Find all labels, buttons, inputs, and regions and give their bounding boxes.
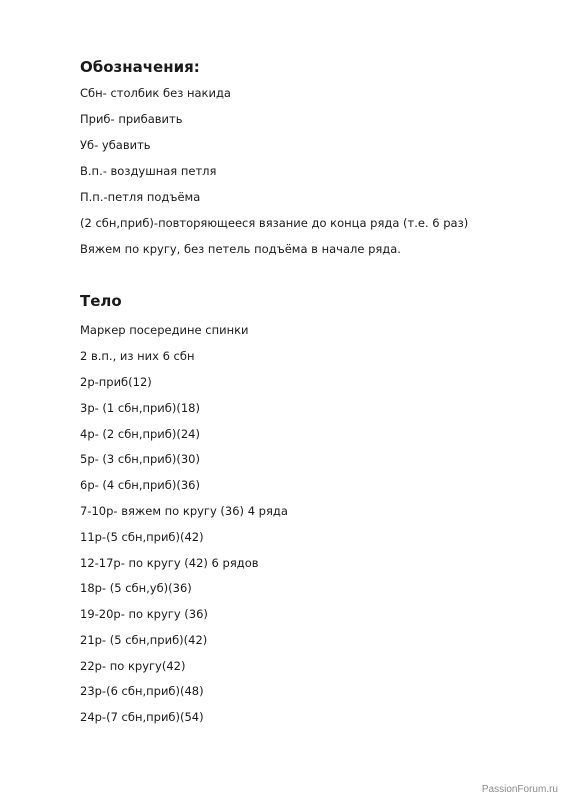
body-section-heading: Тело <box>80 292 122 310</box>
pattern-line: 4р- (2 сбн,приб)(24) <box>80 427 200 441</box>
pattern-line: 2р-приб(12) <box>80 375 152 389</box>
legend-line: Сбн- столбик без накида <box>80 86 231 100</box>
pattern-line: 7-10р- вяжем по кругу (36) 4 ряда <box>80 504 288 518</box>
legend-line: В.п.- воздушная петля <box>80 164 217 178</box>
legend-line: Приб- прибавить <box>80 112 183 126</box>
pattern-line: 24р-(7 сбн,приб)(54) <box>80 710 204 724</box>
pattern-line: 21р- (5 сбн,приб)(42) <box>80 633 208 647</box>
pattern-line: 18р- (5 сбн,уб)(36) <box>80 581 192 595</box>
pattern-line: Маркер посередине спинки <box>80 323 249 337</box>
pattern-line: 3р- (1 сбн,приб)(18) <box>80 401 200 415</box>
pattern-line: 19-20р- по кругу (36) <box>80 607 208 621</box>
pattern-line: 23р-(6 сбн,приб)(48) <box>80 684 204 698</box>
legend-line: Вяжем по кругу, без петель подъёма в начале ряда. <box>80 242 401 256</box>
pattern-line: 11р-(5 сбн,приб)(42) <box>80 530 204 544</box>
legend-line: Уб- убавить <box>80 138 151 152</box>
legend-heading: Обозначения: <box>80 58 200 76</box>
pattern-line: 12-17р- по кругу (42) 6 рядов <box>80 556 259 570</box>
watermark: PassionForum.ru <box>481 784 558 795</box>
pattern-line: 6р- (4 сбн,приб)(36) <box>80 478 200 492</box>
pattern-line: 22р- по кругу(42) <box>80 659 186 673</box>
pattern-line: 2 в.п., из них 6 сбн <box>80 349 195 363</box>
legend-line: (2 сбн,приб)-повторяющееся вязание до конца ряда (т.е. 6 раз) <box>80 216 469 230</box>
pattern-line: 5р- (3 сбн,приб)(30) <box>80 452 200 466</box>
legend-line: П.п.-петля подъёма <box>80 190 201 204</box>
